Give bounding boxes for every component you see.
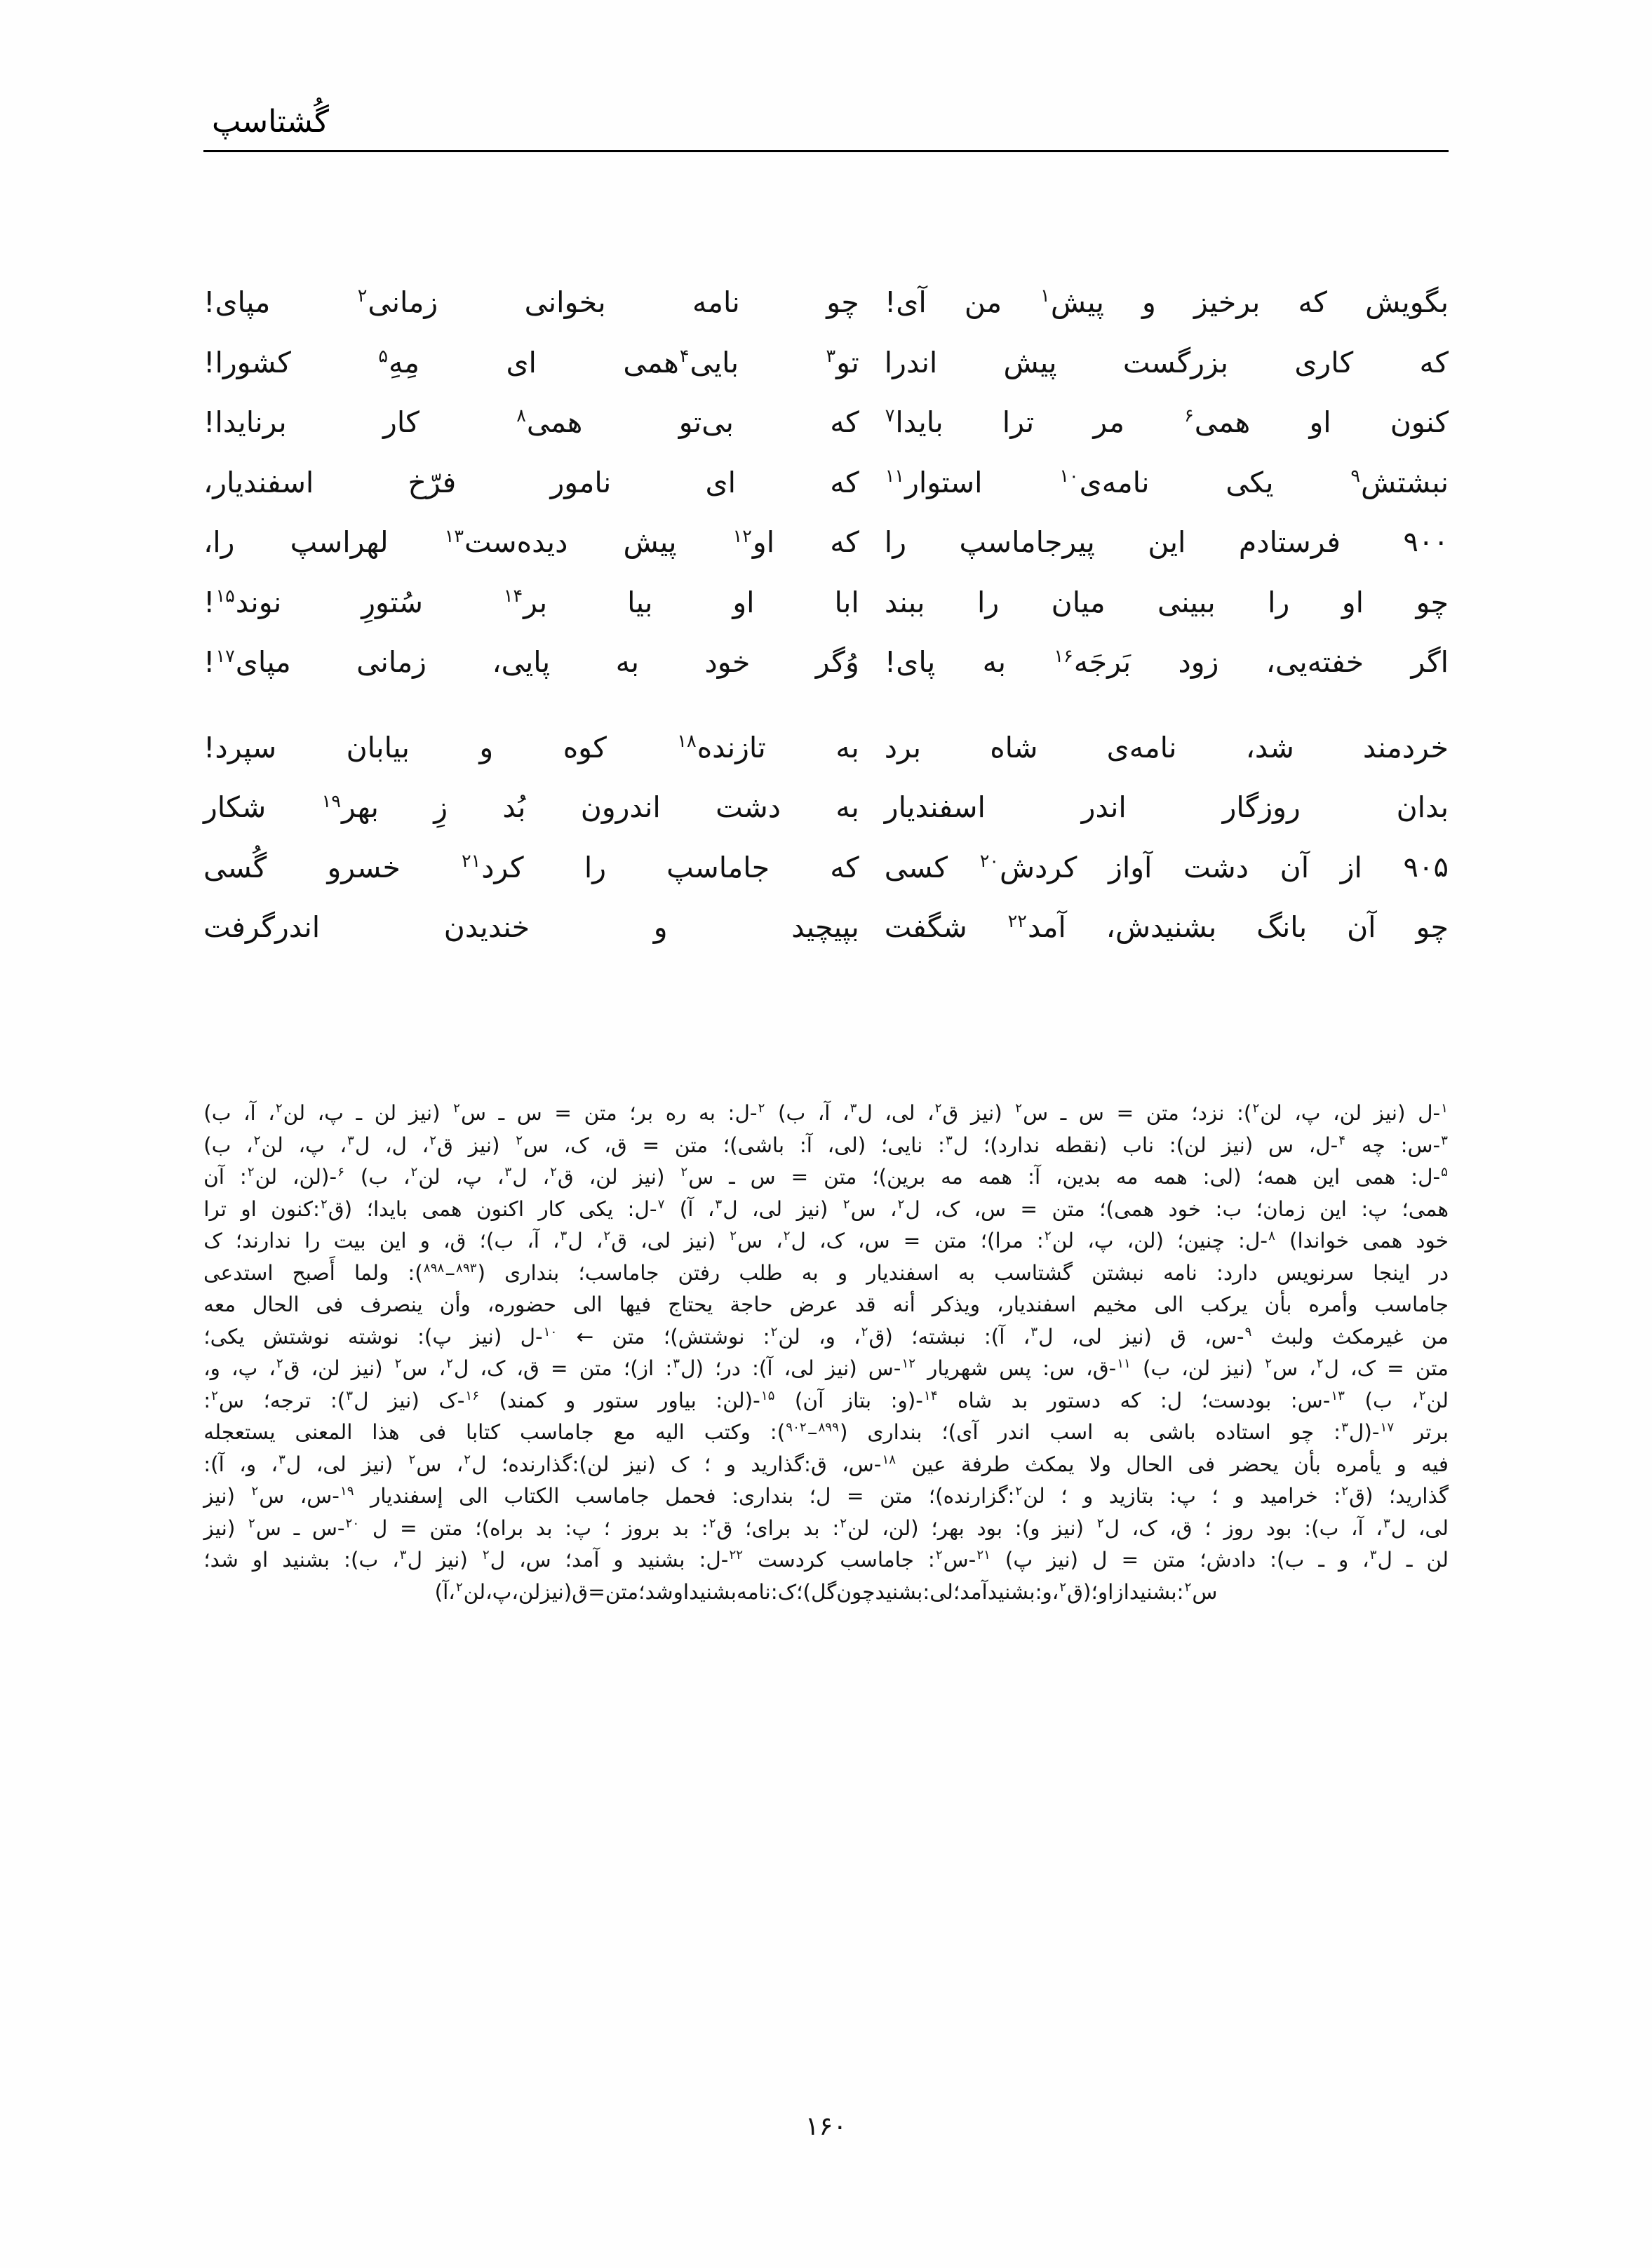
verse-block [203, 281, 1449, 1024]
hemistich-right: بگویش که برخیز و پیش$^۱$ من آی! [884, 285, 1449, 319]
hemistich-left: که بی‌تو همی$^۸$ کار برنایدا! [203, 405, 859, 440]
stanza-1 [203, 281, 1449, 685]
hemistich-right: اگر خفته‌یی، زود بَرجَه$^{۱۶}$ به پای! [884, 644, 1449, 680]
footnote-line: برتر $^{۱۷}$-(ل$^۳$: چو استاده باشی به اسب اندر آی)؛ بنداری ($^{۸۹۹}$–$^{۹۰۲}$): وکتب الیه مع جاماسب کتابا فی هذا المعنی یستعجله [203, 1420, 1449, 1444]
verse-couplet [203, 846, 1449, 891]
verse-couplet [203, 400, 1449, 445]
footnote-line: خود همی خواندا) $^۸$-ل: چنین؛ (لن، پ، لن$^۲$: مرا)؛ متن = س، ک، ل$^۲$، س$^۲$ (نیز لی، ق$^۲$، ل$^۳$، آ، ب)؛ ق، و این بیت را ندارند؛ ک [203, 1229, 1449, 1253]
footnote-line: فیه و یأمره بأن یحضر فی الحال ولا یمکث طرفة عین $^{۱۸}$-س، ق:گذارید و ؛ ک (نیز لن):گذارنده؛ ل$^۲$، س$^۲$ (نیز لی، ل$^۳$، و، آ): [203, 1452, 1449, 1476]
verse-number: ۹۰۰ [1403, 526, 1449, 559]
hemistich-right: چو او را ببینی میان را ببند [884, 585, 1449, 619]
footnote-line: لی، ل$^۳$، آ، ب): بود روز ؛ ق، ک، ل$^۲$ (نیز و): بود بهر؛ (لن، لن$^۲$: بد برای؛ ق$^۲$: بد بروز ؛ پ: بد براه)؛ متن = ل $^{۲۰}$-س ـ س$^۲$ (نیز [203, 1516, 1449, 1540]
hemistich-left: به تازنده$^{۱۸}$ کوه و بیابان سپرد! [203, 730, 859, 764]
footnote-line: لن ـ ل$^۳$، و ـ ب): دادش؛ متن = ل (نیز پ) $^{۲۱}$-س$^۲$: جاماسب کردست $^{۲۲}$-ل: بشنید و آمد؛ س، ل$^۲$ (نیز ل$^۳$، ب): بشنید او شد؛ [203, 1548, 1449, 1572]
page-header [203, 105, 1449, 189]
verse-couplet [203, 640, 1449, 685]
hemistich-right: خردمند شد، نامه‌ی شاه برد [884, 730, 1449, 764]
verse-couplet [203, 905, 1449, 950]
verse-number: ۹۰۵ [1403, 851, 1449, 884]
hemistich-left: وُگر خود به پایی، زمانی مپای$^{۱۷}$! [203, 644, 859, 680]
footnote-line: گذارید؛ (ق$^۲$: خرامید و ؛ پ: بتازید و ؛ لن$^۲$:گزارنده)؛ متن = ل؛ بنداری: فحمل جاماسب الکتاب الی إسفندیار $^{۱۹}$-س، س$^۲$ (نیز [203, 1484, 1449, 1508]
running-head: گُشتاسپ [212, 104, 329, 140]
footnote-line: همی؛ پ: این زمان؛ ب: خود همی)؛ متن = س، ک، ل$^۲$، س$^۲$ (نیز لی، ل$^۳$، آ) $^۷$-ل: یکی کار اکنون همی بایدا؛ (ق$^۲$:کنون او ترا [203, 1196, 1449, 1221]
stanza-2 [203, 726, 1449, 950]
verse-couplet [203, 581, 1449, 626]
verse-couplet [203, 520, 1449, 565]
hemistich-right: ۹۰۵ از آن دشت آواز کردش$^{۲۰}$ کسی [864, 846, 1449, 891]
hemistich-left: که ای نامور فرّخ اسفندیار، [203, 465, 859, 499]
footnote-line: $^۳$-س: چه $^۴$-ل، س (نیز لن): ناب (نقطه ندارد)؛ ل$^۳$: نایی؛ (لی، آ: باشی)؛ متن = ق، ک، س$^۲$ (نیز ق$^۲$، ل، ل$^۳$، پ، لن$^۲$، ب) [203, 1133, 1448, 1157]
footnote-line: س$^۲$: بشنید از او ؛ (ق$^۲$، و: بشنید آمد؛ لی: بشنید چون گل)؛ ک: نامه بشنید او شد؛ متن = ق (نیز لن، پ، لن$^۲$، آ) [434, 1579, 1218, 1604]
verse-couplet [203, 281, 1449, 325]
hemistich-left: که جاماسپ را کرد$^{۲۱}$ خسرو گُسی [203, 850, 859, 884]
hemistich-left: تو$^۳$ بایی$^۴$همی ای مِهِ$^۵$ کشورا! [203, 344, 859, 379]
hemistich-right: بدان روزگار اندر اسفندیار [884, 790, 1449, 825]
footnote-line: $^۱$-ل (نیز لن، پ، لن$^۲$): نزد؛ متن = س ـ س$^۲$ (نیز ق$^۲$، لی، ل$^۳$، آ، ب) $^۲$-ل: به ره بر؛ متن = س ـ س$^۲$ (نیز لن ـ پ، لن$^۲$، آ، ب) [203, 1101, 1448, 1125]
hemistich-right: که کاری بزرگست پیش اندرا [884, 345, 1449, 379]
hemistich-right: ۹۰۰ فرستادم این پیرجاماسپ را [864, 520, 1449, 565]
hemistich-left: به دشت اندرون بُد زِ بهر$^{۱۹}$ شکار [203, 790, 859, 825]
footnote-apparatus [203, 1098, 1449, 1608]
hemistich-right: چو آن بانگ بشنیدش، آمد$^{۲۲}$ شگفت [884, 910, 1449, 945]
hemistich-left: ابا او بیا بر$^{۱۴}$ سُتورِ نوند$^{۱۵}$! [203, 585, 859, 619]
hemistich-left: بپیچید و خندیدن اندرگرفت [203, 910, 859, 945]
hemistich-right: نبشتش$^۹$ یکی نامه‌ی$^{۱۰}$ استوار$^{۱۱}$ [885, 464, 1449, 499]
verse-couplet [203, 341, 1449, 386]
hemistich-left: چو نامه بخوانی زمانی$^۲$ مپای! [203, 285, 859, 319]
verse-couplet [203, 726, 1449, 771]
footnote-line: من غیرمکث ولبث $^۹$-س، ق (نیز لی، ل$^۳$، آ): نبشته؛ (ق$^۲$، و، لن$^۲$: نوشتش)؛ متن ← $^{۱۰}$-ل (نیز پ): نوشته نوشتش یکی؛ [203, 1324, 1449, 1349]
hemistich-right: کنون او همی$^۶$ مر ترا بایدا$^۷$ [885, 405, 1449, 440]
page-number: ۱۶۰ [805, 2111, 847, 2141]
footnote-line: جاماسب وأمره بأن یرکب الی مخیم اسفندیار، ویذکر أنه قد عرض حاجة یحتاج فیها الی حضوره، وأن ینصرف فی الحال معه [203, 1292, 1449, 1316]
hemistich-left: که او$^{۱۲}$ پیش دیده‌ست$^{۱۳}$ لهراسپ را، [203, 525, 859, 560]
verse-couplet [203, 785, 1449, 830]
footnote-line: متن = ک، ل$^۲$، س$^۲$ (نیز لن، ب) $^{۱۱}$-ق، س: پس شهریار $^{۱۲}$-س (نیز لی، آ): در؛ (ل$^۳$: از)؛ متن = ق، ک، ل$^۲$، س$^۲$ (نیز لن، ق$^۲$، پ، و، [203, 1356, 1449, 1380]
footnote-line: لن$^۲$، ب) $^{۱۳}$-س: بودست؛ ل: که دستور بد شاه $^{۱۴}$-(و: بتاز آن) $^{۱۵}$-(لن: بیاور ستور و کمند) $^{۱۶}$-ک (نیز ل$^۳$): ترجه؛ س$^۲$: [203, 1388, 1449, 1412]
header-rule [203, 150, 1449, 152]
footnote-line: $^۵$-ل: همی این همه؛ (لی: همه مه بدین، آ: همه مه برین)؛ متن = س ـ س$^۲$ (نیز لن، ق$^۲$، ل$^۳$، پ، لن$^۲$، ب) $^۶$-(لن، لن$^۲$: آن [203, 1165, 1448, 1189]
verse-couplet [203, 461, 1449, 506]
footnote-line: در اینجا سرنویس دارد: نامه نبشتن گشتاسب به اسفندیار و به طلب رفتن جاماسب؛ بنداری ($^{۸۹۳}$–$^{۸۹۸}$): ولما أَصبح استدعی [203, 1260, 1449, 1285]
